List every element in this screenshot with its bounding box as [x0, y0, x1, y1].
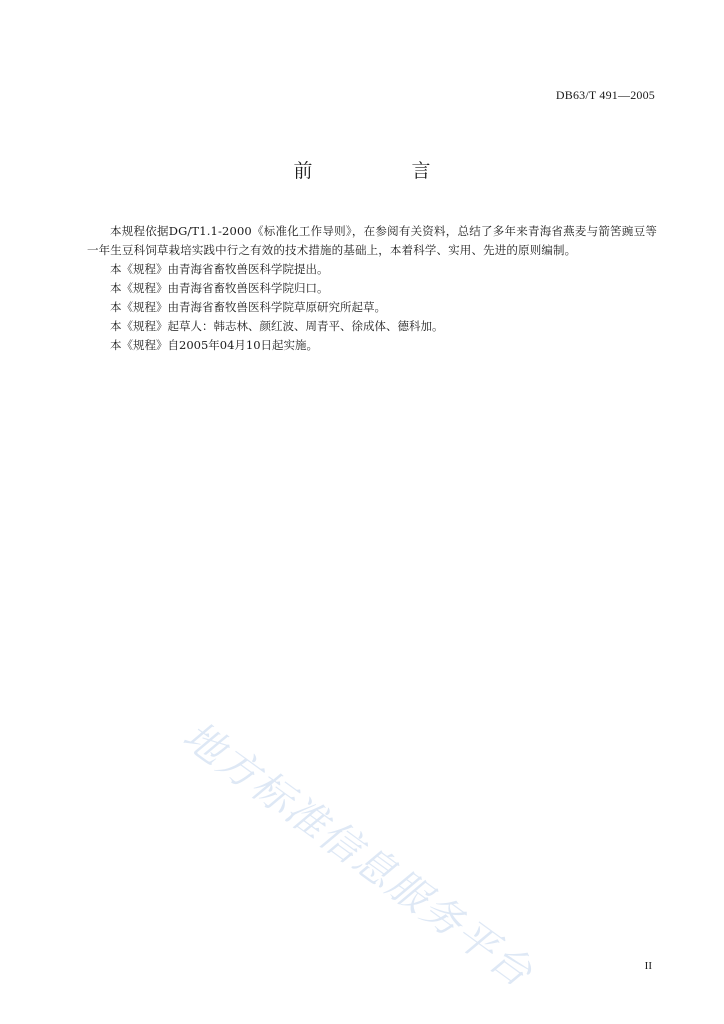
- paragraph-drafter-org: 本《规程》由青海省畜牧兽医科学院草原研究所起草。: [110, 300, 386, 314]
- paragraph-basis: 本规程依据DG/T1.1-2000《标准化工作导则》，在参阅有关资料，总结了多年来青海省燕麦与箭筈豌豆等一年生豆科饲草栽培实践中行之有效的技术措施的基础上，本着科学、实用、先进的原则编制。: [87, 224, 657, 257]
- paragraph-administrator: 本《规程》由青海省畜牧兽医科学院归口。: [110, 281, 329, 295]
- body-text: [87, 222, 657, 355]
- page-title: 前 言: [293, 160, 471, 182]
- paragraph-drafters: 本《规程》起草人：韩志林、颜红波、周青平、徐成体、德科加。: [110, 319, 444, 333]
- page-number: II: [644, 960, 652, 972]
- paragraph-proposer: 本《规程》由青海省畜牧兽医科学院提出。: [110, 262, 329, 276]
- paragraph-effective-date: 本《规程》自2005年04月10日起实施。: [110, 338, 319, 352]
- watermark: 地方标准信息服务平台: [174, 712, 542, 997]
- standard-code: DB63/T 491—2005: [555, 88, 655, 102]
